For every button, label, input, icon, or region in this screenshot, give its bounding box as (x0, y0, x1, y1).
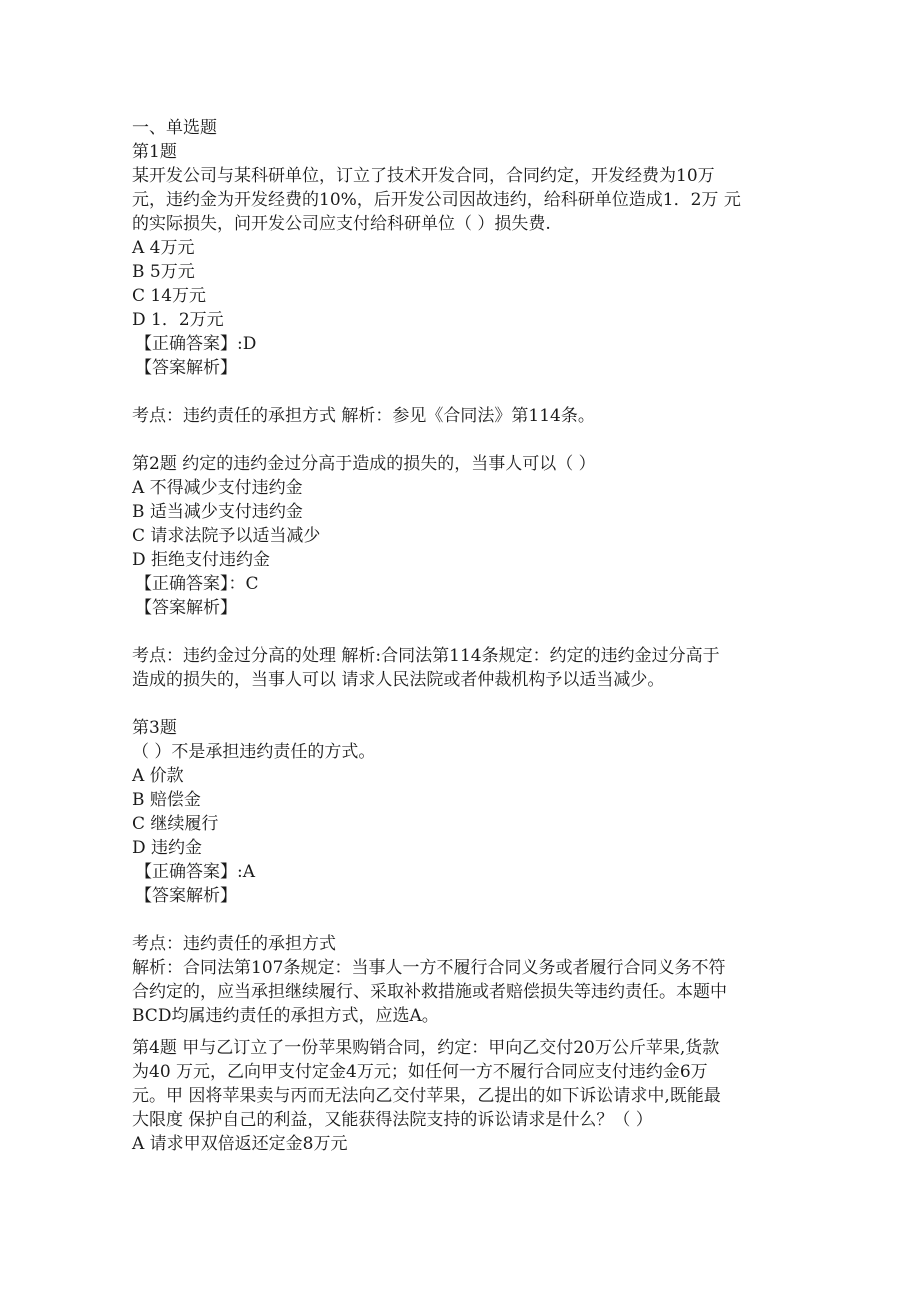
analysis-text: 合约定的，应当承担继续履行、采取补救措施或者赔偿损失等违约责任。本题中 (132, 982, 727, 1002)
analysis-text: 解析：合同法第107条规定：当事人一方不履行合同义务或者履行合同义务不符 (132, 958, 726, 978)
analysis-text: 考点：违约责任的承担方式 解析：参见《合同法》第114条。 (132, 406, 595, 426)
question-stem-line: 某开发公司与某科研单位，订立了技术开发合同，合同约定，开发经费为10万 (132, 166, 715, 186)
option-d: D 1．2万元 (132, 310, 224, 330)
option-b: B 适当减少支付违约金 (132, 502, 303, 522)
analysis-label: 【答案解析】 (135, 886, 237, 906)
option-c: C 请求法院予以适当减少 (132, 526, 321, 546)
question-stem-line: 为40 万元，乙向甲支付定金4万元；如任何一方不履行合同应支付违约金6万 (132, 1062, 708, 1082)
option-b: B 赔偿金 (132, 790, 201, 810)
analysis-text: 造成的损失的，当事人可以 请求人民法院或者仲裁机构予以适当减少。 (132, 670, 665, 690)
question-stem-line: 元，违约金为开发经费的10%，后开发公司因故违约，给科研单位造成1．2万 元 (132, 190, 741, 210)
option-a: A 价款 (132, 766, 184, 786)
option-c: C 14万元 (132, 286, 207, 306)
correct-answer: 【正确答案】：C (135, 574, 259, 594)
question-stem-line: 的实际损失，问开发公司应支付给科研单位（ ）损失费. (132, 214, 551, 234)
document-page (132, 116, 792, 1156)
option-b: B 5万元 (132, 262, 195, 282)
analysis-text: BCD均属违约责任的承担方式，应选A。 (132, 1006, 439, 1026)
option-c: C 继续履行 (132, 814, 219, 834)
option-d: D 违约金 (132, 838, 203, 858)
question-stem-line: 第4题 甲与乙订立了一份苹果购销合同，约定：甲向乙交付20万公斤苹果,货款 (132, 1038, 720, 1058)
question-4 (132, 1036, 792, 1156)
analysis-text: 考点：违约责任的承担方式 (132, 934, 336, 954)
question-stem-line: 大限度 保护自己的利益，又能获得法院支持的诉讼请求是什么？（ ） (132, 1110, 653, 1130)
analysis-label: 【答案解析】 (135, 358, 237, 378)
question-number: 第3题 (132, 718, 177, 738)
question-1 (132, 140, 792, 428)
question-stem-line: （ ）不是承担违约责任的方式。 (132, 742, 376, 762)
question-number: 第1题 (132, 142, 177, 162)
option-a: A 4万元 (132, 238, 195, 258)
correct-answer: 【正确答案】:A (135, 862, 256, 882)
option-d: D 拒绝支付违约金 (132, 550, 271, 570)
question-2 (132, 452, 792, 692)
question-stem-line: 元。甲 因将苹果卖与丙而无法向乙交付苹果，乙提出的如下诉讼请求中,既能最 (132, 1086, 721, 1106)
analysis-text: 考点：违约金过分高的处理 解析:合同法第114条规定：约定的违约金过分高于 (132, 646, 720, 666)
correct-answer: 【正确答案】:D (135, 334, 257, 354)
option-a: A 不得减少支付违约金 (132, 478, 303, 498)
analysis-label: 【答案解析】 (135, 598, 237, 618)
question-3 (132, 716, 792, 1028)
question-stem-line: 第2题 约定的违约金过分高于造成的损失的，当事人可以（ ） (132, 454, 596, 474)
section-title: 一、单选题 (132, 118, 217, 138)
option-a: A 请求甲双倍返还定金8万元 (132, 1134, 348, 1154)
